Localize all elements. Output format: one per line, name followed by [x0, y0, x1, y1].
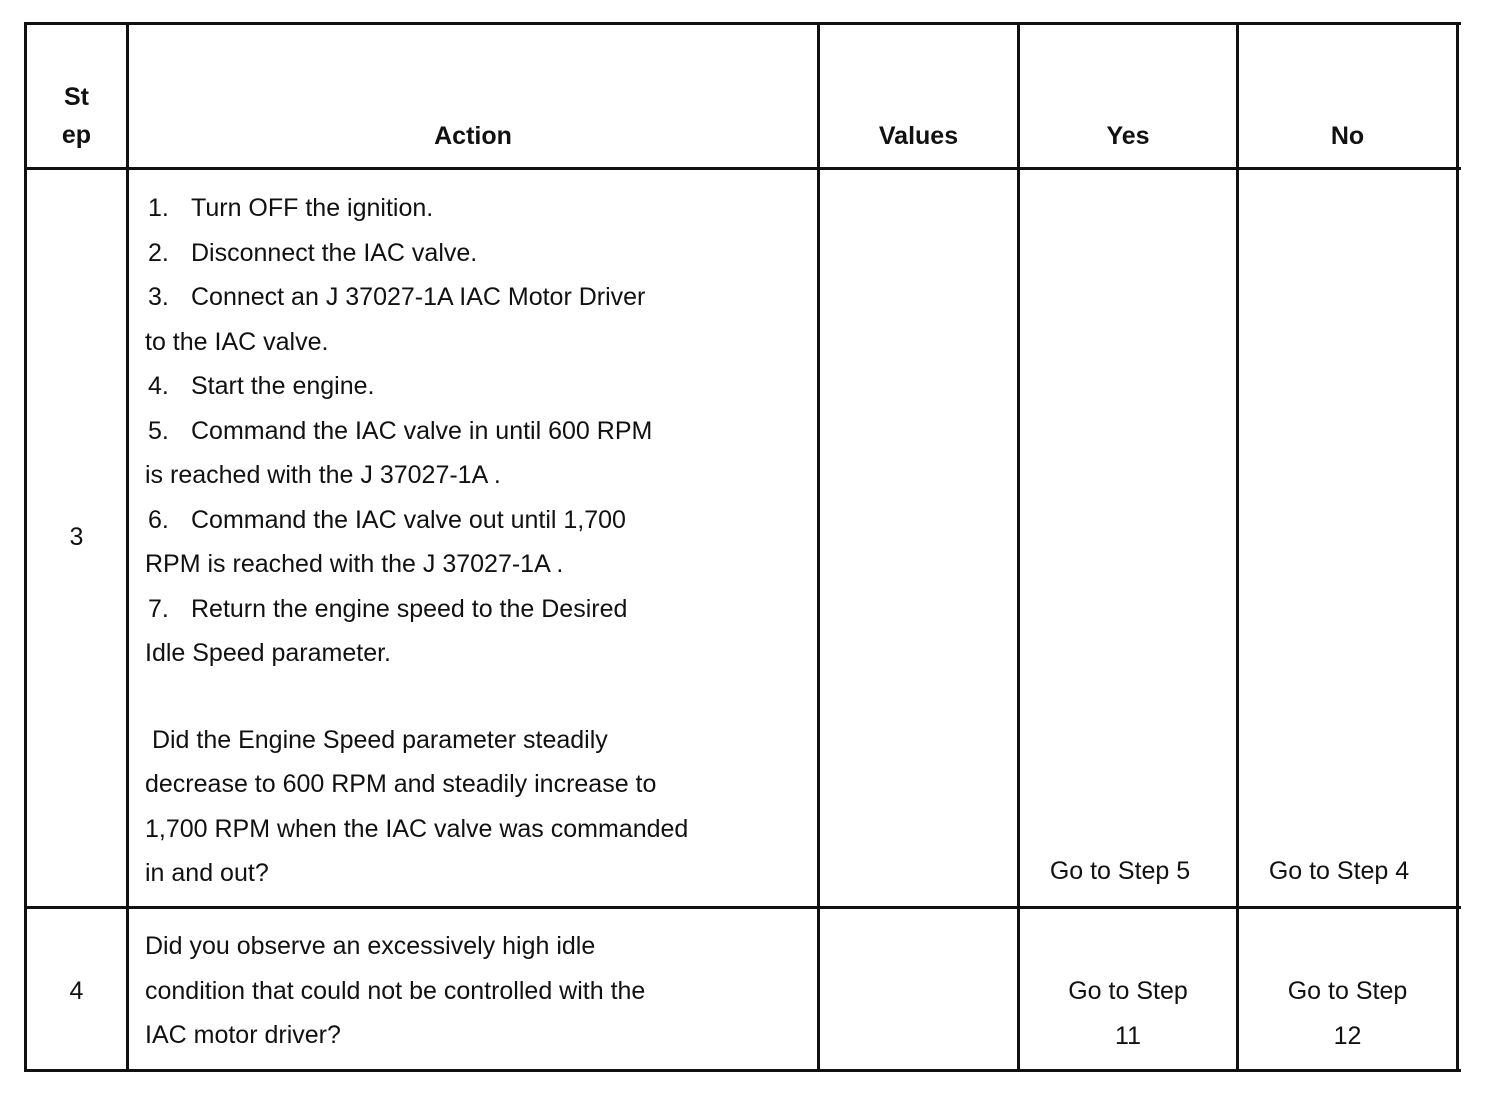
- action-line-continued: is reached with the J 37027-1A .: [145, 461, 501, 489]
- question-line: Did you observe an excessively high idle: [145, 932, 596, 960]
- question-line: Did the Engine Speed parameter steadily: [145, 725, 608, 754]
- header-values: Values: [878, 122, 959, 150]
- row4-no: [1239, 969, 1456, 1058]
- action-line: 1. Turn OFF the ignition.: [148, 194, 434, 222]
- table-border-bottom: [24, 1069, 1461, 1072]
- header-step-line2: ep: [61, 121, 92, 149]
- column-divider: [126, 22, 129, 1072]
- header-step: [27, 78, 126, 154]
- table-border-right: [1456, 22, 1459, 1072]
- question-line: condition that could not be controlled with the: [145, 976, 646, 1005]
- table-border-top: [24, 22, 1461, 25]
- row4-yes-line1: Go to Step: [1068, 977, 1188, 1005]
- row4-action: [145, 924, 815, 1058]
- header-divider: [24, 167, 1461, 170]
- header-step-line1: St: [64, 83, 89, 111]
- row4-yes-line2: 11: [1115, 1021, 1141, 1050]
- action-line: 6. Command the IAC valve out until 1,700: [148, 505, 626, 534]
- question-line: IAC motor driver?: [145, 1021, 341, 1049]
- diagnostic-table: [24, 22, 1461, 1072]
- action-line: 4. Start the engine.: [148, 372, 375, 400]
- row3-no: Go to Step 4: [1268, 857, 1410, 885]
- action-line: 5. Command the IAC valve in until 600 RPM: [148, 416, 653, 445]
- header-no: No: [1330, 122, 1365, 150]
- action-line-continued: Idle Speed parameter.: [145, 639, 391, 667]
- column-divider: [1236, 22, 1239, 1072]
- row4-no-line2: 12: [1333, 1021, 1362, 1050]
- row3-step: 3: [69, 523, 84, 551]
- question-line: in and out?: [145, 859, 269, 887]
- question-line: 1,700 RPM when the IAC valve was commanded: [145, 814, 689, 843]
- action-line-continued: RPM is reached with the J 37027-1A .: [145, 550, 564, 578]
- row4-step: 4: [69, 977, 84, 1005]
- row3-action: [145, 186, 815, 896]
- action-line: 2. Disconnect the IAC valve.: [148, 238, 478, 267]
- question-line: decrease to 600 RPM and steadily increase to: [145, 770, 657, 798]
- action-line: 7. Return the engine speed to the Desired: [148, 594, 628, 623]
- column-divider: [817, 22, 820, 1072]
- row3-yes: Go to Step 5: [1049, 857, 1191, 885]
- row4-no-line1: Go to Step: [1287, 977, 1408, 1005]
- column-divider: [1017, 22, 1020, 1072]
- row-divider: [24, 906, 1461, 909]
- header-action: Action: [434, 122, 512, 150]
- action-line-continued: to the IAC valve.: [145, 327, 329, 356]
- header-yes: Yes: [1106, 122, 1150, 150]
- row4-yes: [1020, 969, 1236, 1058]
- action-line: 3. Connect an J 37027-1A IAC Motor Driver: [148, 283, 646, 311]
